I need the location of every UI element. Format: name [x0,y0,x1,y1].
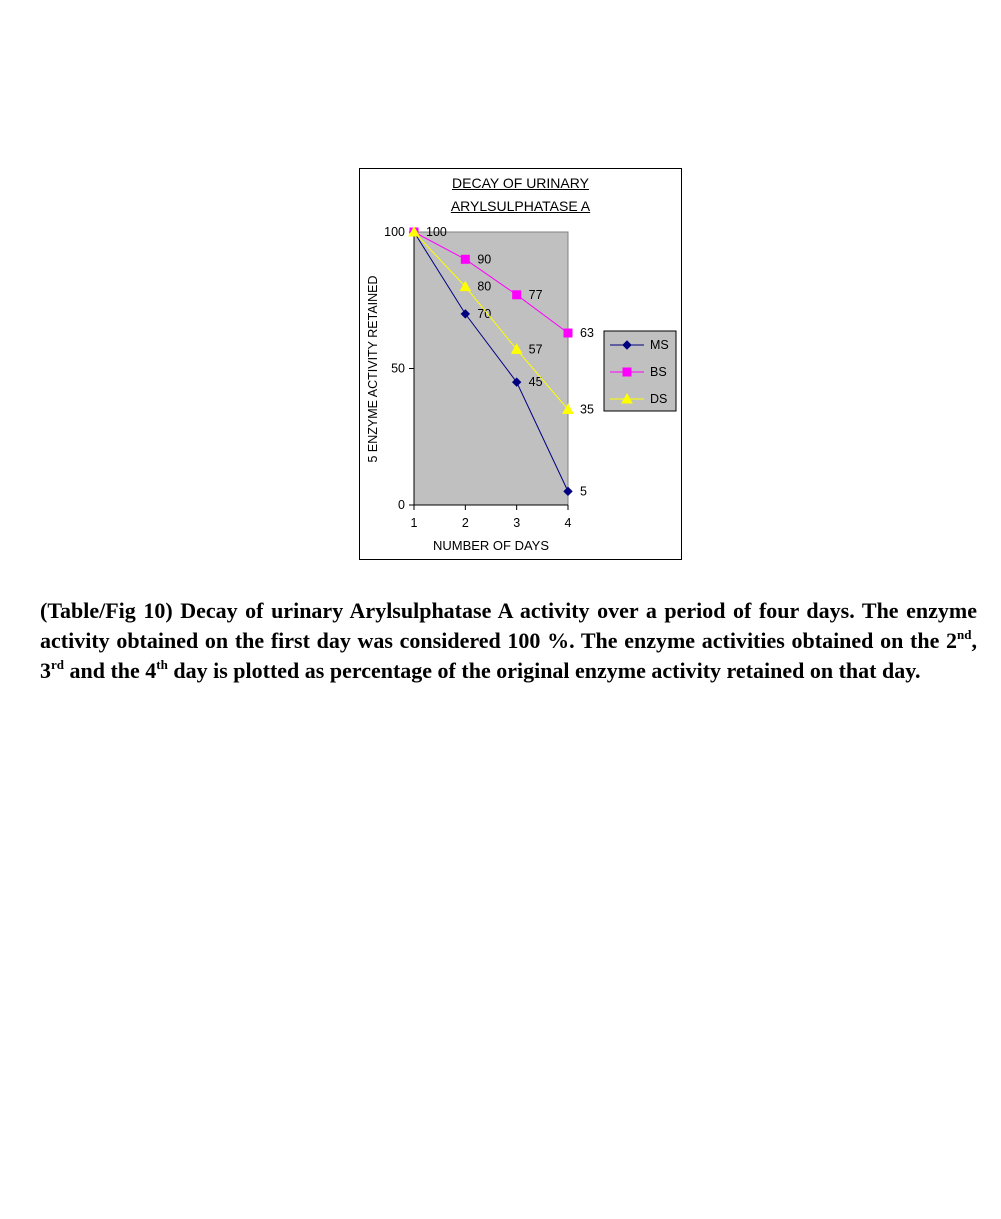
chart-svg [360,169,683,561]
x-tick-label: 4 [564,516,572,530]
data-point-bs [461,255,469,263]
legend-label-ds: DS [650,392,668,406]
chart-frame [359,168,682,560]
legend-label-ms: MS [650,338,669,352]
chart-title-line-1: DECAY OF URINARY [452,175,589,191]
x-tick-label: 2 [461,516,469,530]
y-tick-label: 50 [391,361,405,376]
data-label-ms: 5 [580,484,587,499]
y-tick-label: 100 [384,225,405,239]
plot-area [414,232,568,505]
figure-caption: (Table/Fig 10) Decay of urinary Arylsulphatase A activity over a period of four days. The enzyme activity obtained on the first day was considered 100 %. The enzyme activities obtained on the 2nd, 3rd and the 4th day is plotted as percentage of the original enzyme activity retained on that day. [40,598,977,683]
y-axis-label: 5 ENZYME ACTIVITY RETAINED [366,275,380,463]
x-tick-label: 1 [410,516,418,530]
legend [604,331,676,411]
y-tick-label: 0 [398,498,405,512]
data-label-ds: 57 [528,342,543,357]
data-label-ds: 80 [477,279,492,294]
data-label-ms: 70 [477,306,492,321]
data-label-bs: 90 [477,252,492,267]
data-point-bs [513,291,521,299]
data-label-bs: 77 [528,287,543,302]
legend-label-bs: BS [650,365,667,379]
data-label-ms: 45 [528,375,543,390]
x-axis-label: NUMBER OF DAYS [432,538,550,553]
data-label-ds: 35 [580,402,594,417]
legend-marker-bs [623,368,631,376]
x-tick-label: 3 [513,516,521,530]
chart-title-line-2: ARYLSULPHATASE A [450,198,591,214]
data-point-bs [564,329,572,337]
data-label-bs: 63 [580,326,594,341]
data-label-bs: 100 [426,225,447,239]
